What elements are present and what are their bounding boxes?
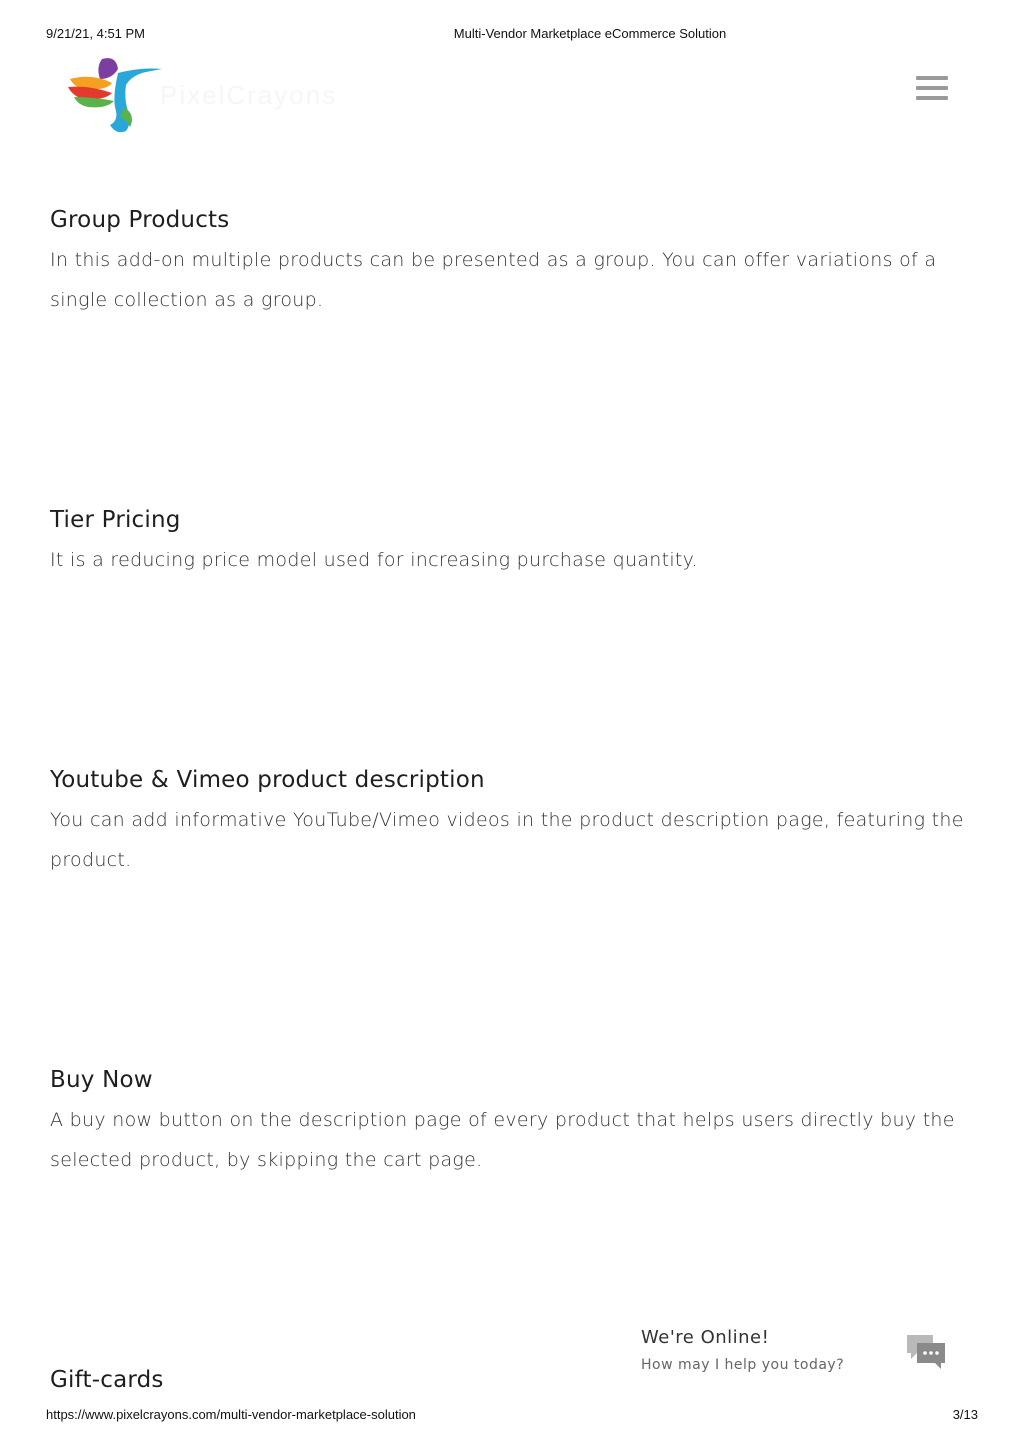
feature-section-video-description xyxy=(50,765,980,880)
print-page-title: Multi-Vendor Marketplace eCommerce Solution xyxy=(453,26,727,41)
feature-description: A buy now button on the description page of every product that helps users directly buy the selected product, by skipping the cart page. xyxy=(50,1109,955,1171)
chat-title: We're Online! xyxy=(641,1327,770,1348)
feature-title: Youtube & Vimeo product description xyxy=(50,767,485,793)
feature-title: Gift-cards xyxy=(50,1367,164,1393)
live-chat-widget[interactable] xyxy=(640,1325,960,1385)
page-number: 3/13 xyxy=(952,1407,978,1422)
brand-name: PixelCrayons xyxy=(160,80,338,110)
feature-description: It is a reducing price model used for increasing purchase quantity. xyxy=(50,549,698,571)
hummingbird-logo-icon[interactable] xyxy=(66,55,166,135)
feature-title: Group Products xyxy=(50,207,230,233)
print-footer xyxy=(0,1407,1024,1423)
chat-bubbles-icon[interactable] xyxy=(905,1333,947,1371)
feature-title: Tier Pricing xyxy=(50,507,181,533)
print-header xyxy=(0,26,1024,42)
chat-subtitle: How may I help you today? xyxy=(641,1357,845,1373)
page-url[interactable]: https://www.pixelcrayons.com/multi-vendor-marketplace-solution xyxy=(46,1407,416,1422)
feature-section-group-products xyxy=(50,205,980,320)
feature-description: You can add informative YouTube/Vimeo videos in the product description page, featuring the product. xyxy=(50,809,964,871)
print-datetime: 9/21/21, 4:51 PM xyxy=(46,26,146,41)
hamburger-menu-icon[interactable] xyxy=(916,76,948,104)
feature-section-tier-pricing xyxy=(50,505,980,580)
feature-description: In this add-on multiple products can be presented as a group. You can offer variations of a single collection as a group. xyxy=(50,249,937,311)
feature-title: Buy Now xyxy=(50,1067,153,1093)
feature-section-buy-now xyxy=(50,1065,980,1180)
